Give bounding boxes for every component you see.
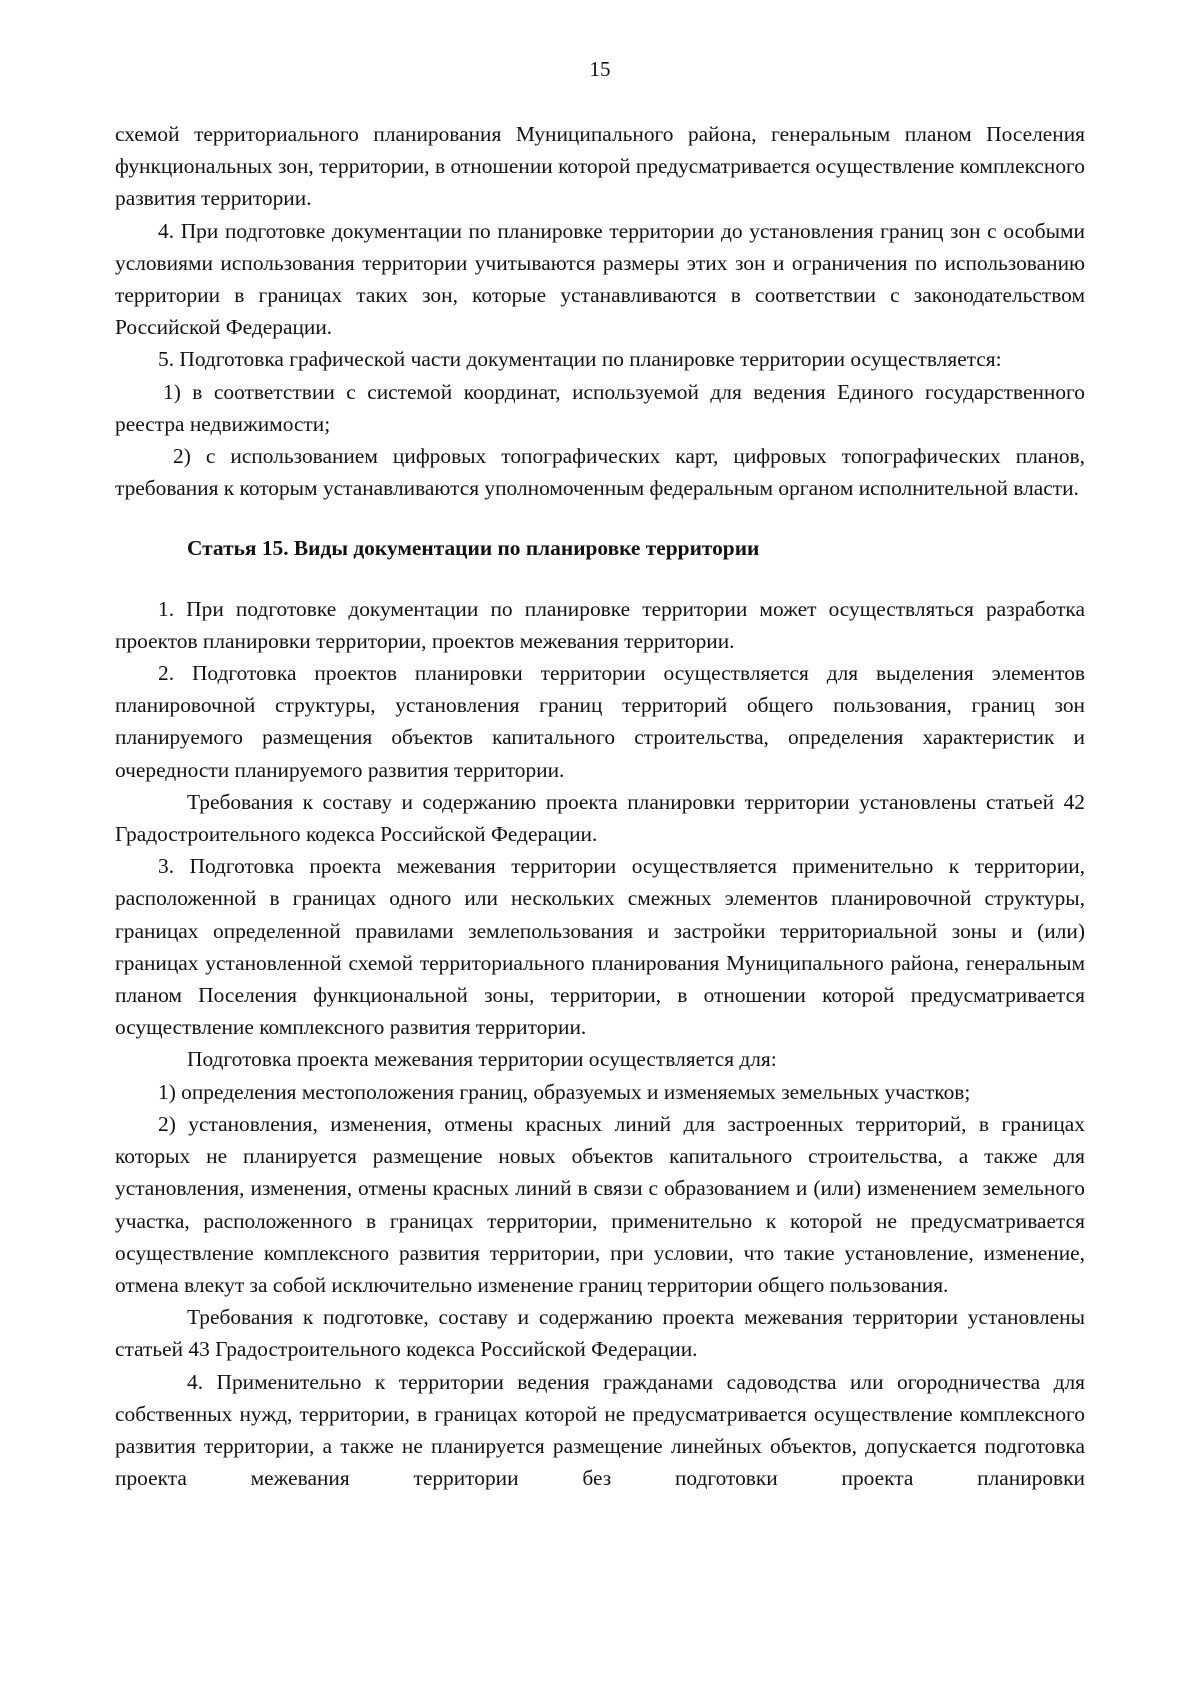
- article-paragraph-2: 2. Подготовка проектов планировки территории осуществляется для выделения элементов планировочной структуры, установления границ территорий общего пользования, границ зон планируемого размещения объектов капитального строительства, определения характеристик и очередности планируемого развития территории.: [115, 661, 1085, 782]
- article-heading: Статья 15. Виды документации по планировке территории: [187, 536, 760, 561]
- subitem-2: 2) с использованием цифровых топографических карт, цифровых топографических планов, требования к которым устанавливаются уполномоченным федеральным органом исполнительной власти.: [115, 444, 1085, 501]
- paragraph-continuation: схемой территориального планирования Муниципального района, генеральным планом Поселения функциональных зон, территории, в отношении которой предусматривается осуществление комплексного развития территории.: [115, 122, 1085, 211]
- document-body: [115, 118, 1085, 1494]
- page-number: 15: [589, 57, 611, 81]
- article-paragraph-2-requirements: Требования к составу и содержанию проекта планировки территории установлены статьей 42 Градостроительного кодекса Российской Федерации.: [115, 789, 1085, 847]
- article-subitem-1: 1) определения местоположения границ, образуемых и изменяемых земельных участков;: [158, 1079, 971, 1104]
- paragraph-item-5: 5. Подготовка графической части документации по планировке территории осуществляется:: [158, 347, 1002, 372]
- article-paragraph-3-requirements: Требования к подготовке, составу и содержанию проекта межевания территории установлены статьей 43 Градостроительного кодекса Российской Федерации.: [115, 1305, 1085, 1362]
- spacer: [115, 504, 1085, 532]
- article-subitem-2: 2) установления, изменения, отмены красных линий для застроенных территорий, в границах которых не планируется размещение новых объектов капитального строительства, а также для установления, изменения, отмены красных линий в связи с образованием и (или) изменением земельного участка, расположенного в границах территории, применительно к которой не предусматривается осуществление комплексного развития территории, при условии, что такие установление, изменение, отмена влекут за собой исключительно изменение границ территории общего пользования.: [115, 1111, 1085, 1297]
- article-paragraph-1: 1. При подготовке документации по планировке территории может осуществляться разработка проектов планировки территории, проектов межевания территории.: [115, 596, 1085, 653]
- subitem-1: 1) в соответствии с системой координат, используемой для ведения Единого государственного реестра недвижимости;: [115, 379, 1085, 436]
- article-paragraph-4: 4. Применительно к территории ведения гражданами садоводства или огородничества для собственных нужд, территории, в границах которой не предусматривается осуществление комплексного развития территории, а также не планируется размещение линейных объектов, допускается подготовка проекта межевания территории без подготовки проекта планировки: [115, 1369, 1085, 1491]
- article-paragraph-3-purpose: Подготовка проекта межевания территории осуществляется для:: [187, 1047, 777, 1072]
- article-paragraph-3: 3. Подготовка проекта межевания территории осуществляется применительно к территории, расположенной в границах одного или нескольких смежных элементов планировочной структуры, границах определенной правилами землепользования и застройки территориальной зоны и (или) границах установленной схемой территориального планирования Муниципального района, генеральным планом Поселения функциональной зоны, территории, в отношении которой предусматривается осуществление комплексного развития территории.: [115, 854, 1085, 1040]
- spacer: [115, 565, 1085, 593]
- paragraph-item-4: 4. При подготовке документации по планировке территории до установления границ зон с особыми условиями использования территории учитываются размеры этих зон и ограничения по использованию территории в границах таких зон, которые устанавливаются в соответствии с законодательством Российской Федерации.: [115, 218, 1085, 340]
